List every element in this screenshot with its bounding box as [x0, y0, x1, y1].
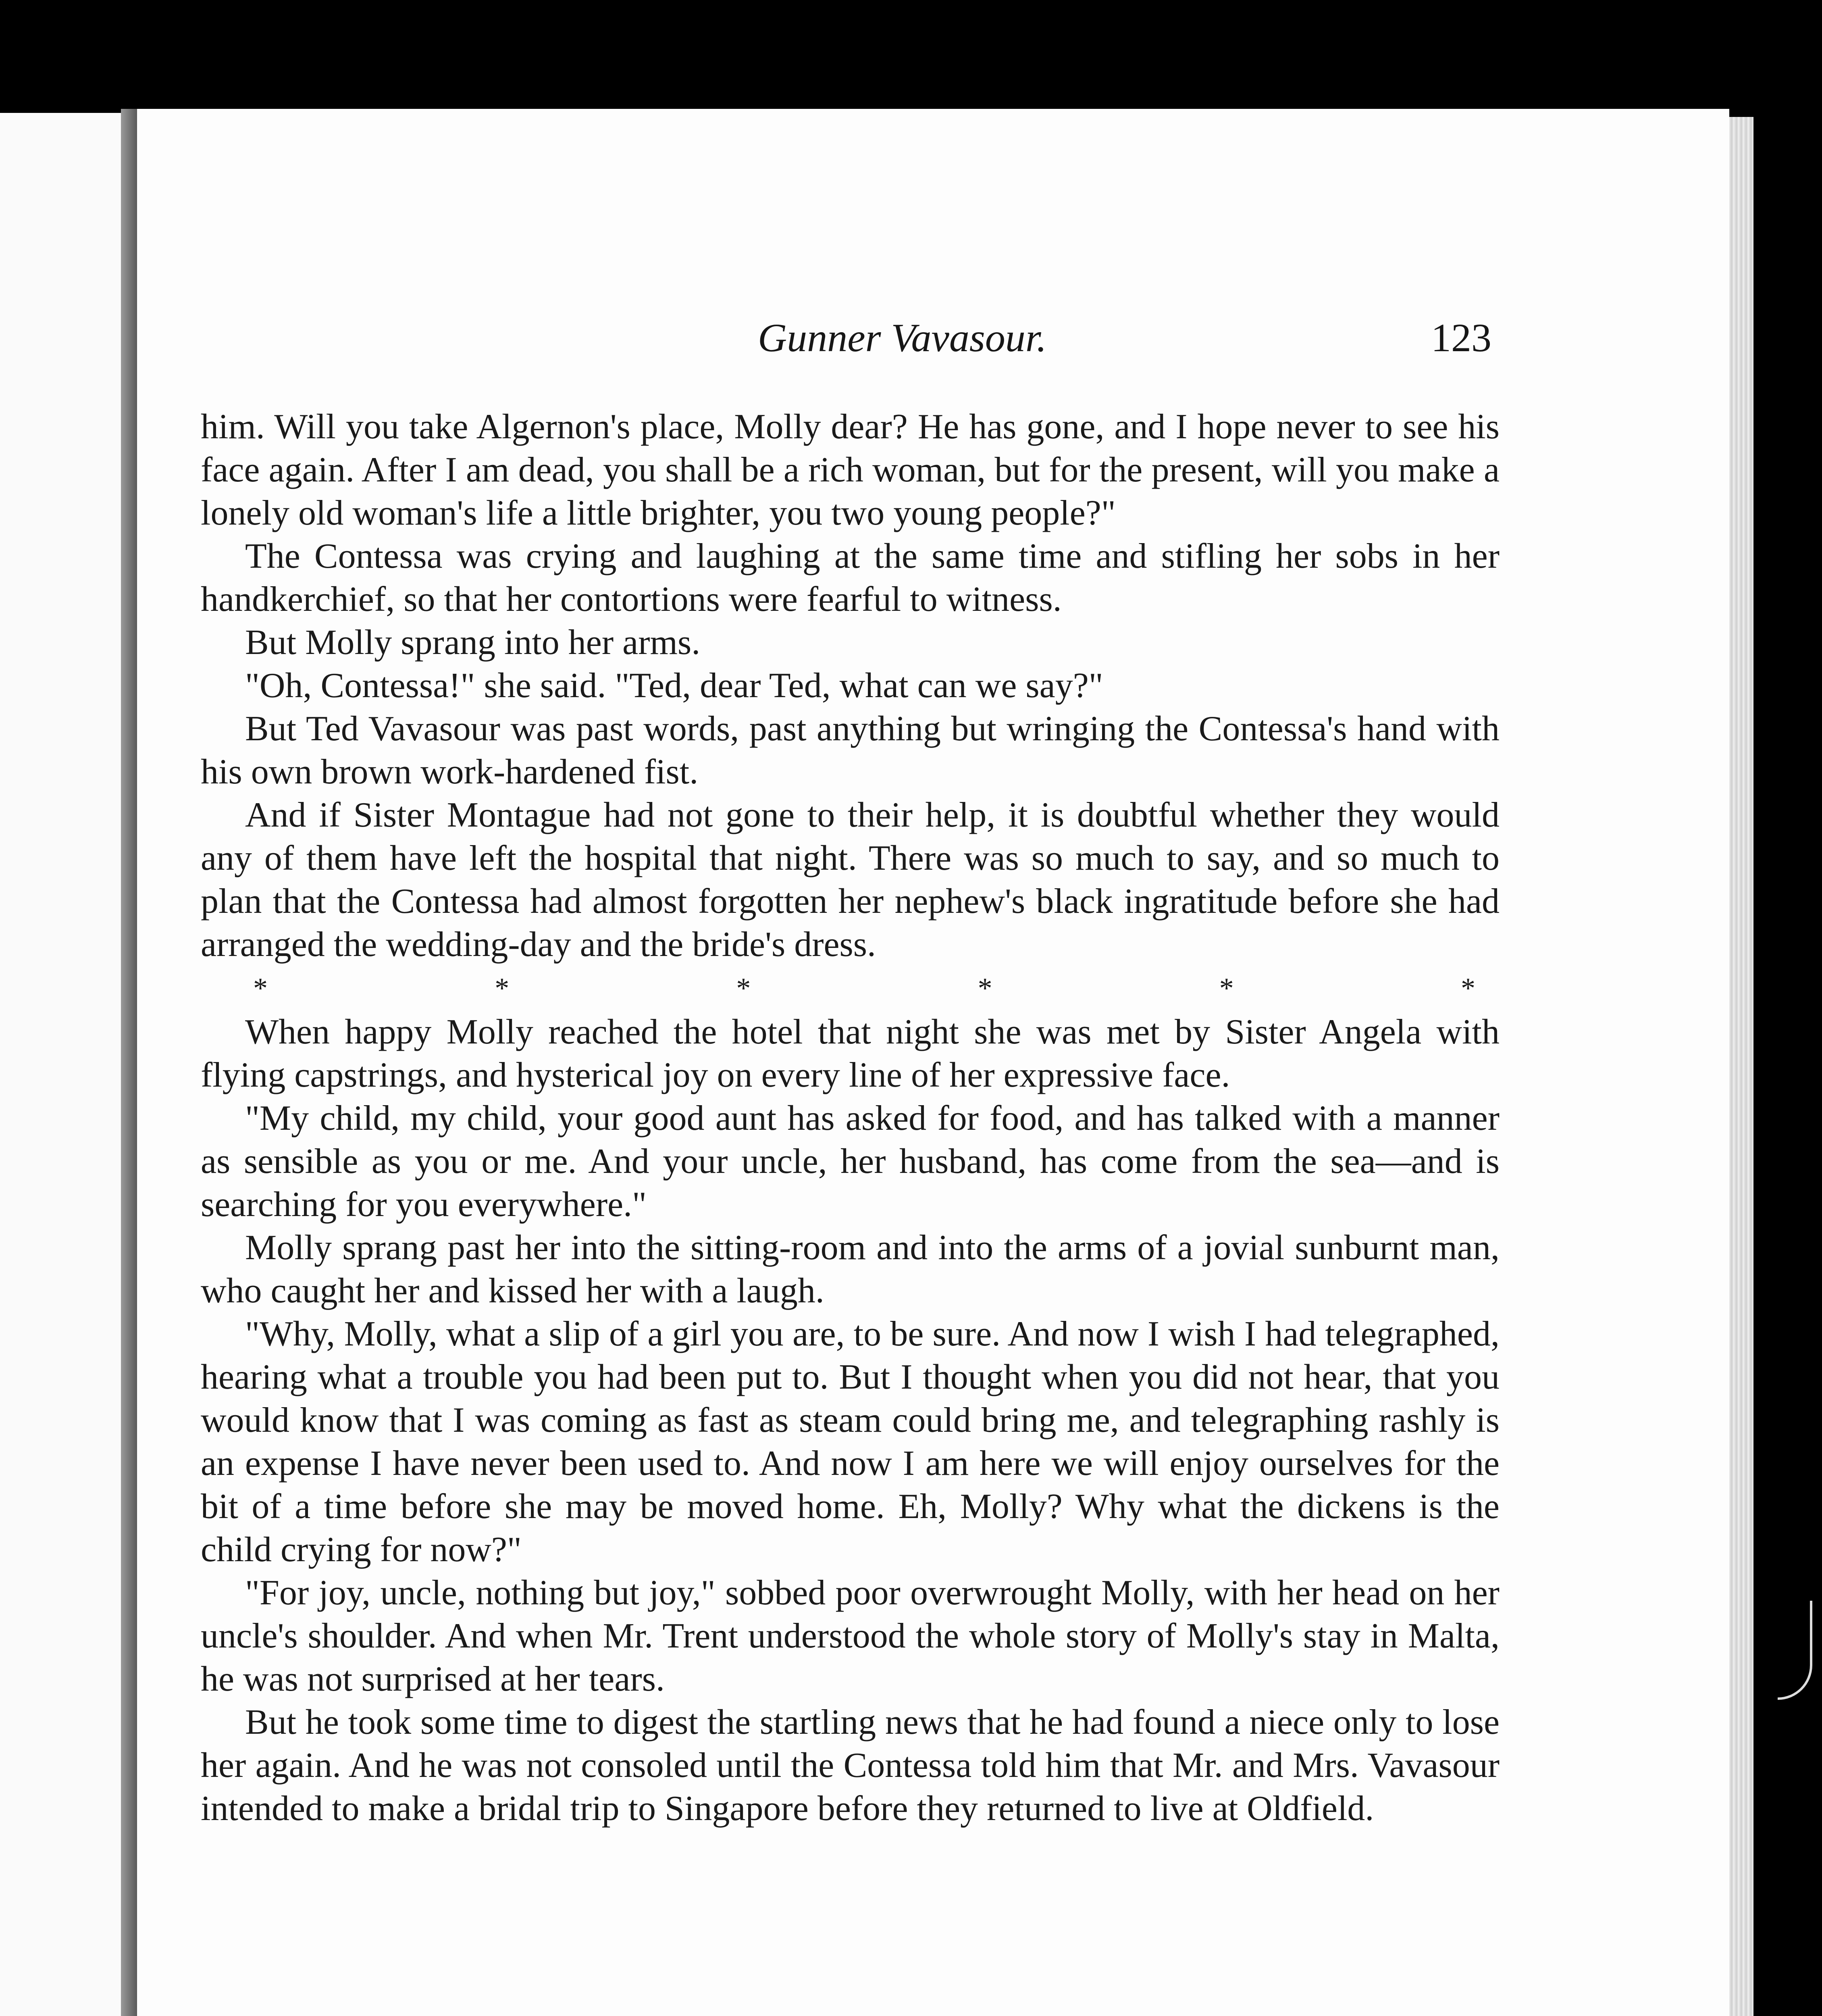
paragraph: Molly sprang past her into the sitting-room and into the arms of a jovial sunburnt man, who caught her and kissed her with a laugh.	[201, 1228, 1500, 1310]
separator-asterisk: *	[495, 972, 510, 1004]
separator-asterisk: *	[253, 972, 268, 1004]
paragraph: him. Will you take Algernon's place, Molly dear? He has gone, and I hope never to see his face again. After I am dead, you shall be a rich woman, but for the present, will you make a lonely old woman's life a little brighter, you two young people?"	[201, 407, 1500, 533]
left-page-edge	[0, 113, 121, 2016]
body-text	[201, 405, 1500, 1830]
paragraph: The Contessa was crying and laughing at the same time and stifling her sobs in her handkerchief, so that her contortions were fearful to witness.	[201, 537, 1500, 619]
running-title: Gunner Vavasour.	[758, 315, 1047, 360]
paragraph: But Ted Vavasour was past words, past anything but wringing the Contessa's hand with his own brown work-hardened fist.	[201, 709, 1500, 791]
page-curl-mark	[1778, 1601, 1812, 1700]
paragraph: But Molly sprang into her arms.	[245, 623, 701, 662]
paragraph: When happy Molly reached the hotel that night she was met by Sister Angela with flying capstrings, and hysterical joy on every line of her expressive face.	[201, 1012, 1500, 1095]
separator-asterisk: *	[1219, 972, 1234, 1004]
paragraph: "Why, Molly, what a slip of a girl you are, to be sure. And now I wish I had telegraphed, hearing what a trouble you had been put to. But I thought when you did not hear, that you would know that I was coming as fast as steam could bring me, and telegraphing rashly is an expense I have never been used to. And now I am here we will enjoy ourselves for the bit of a time before she may be moved home. Eh, Molly? Why what the dickens is the child crying for now?"	[201, 1314, 1500, 1569]
section-separator	[201, 966, 1500, 1010]
separator-asterisk: *	[1460, 972, 1475, 1004]
paragraph: But he took some time to digest the startling news that he had found a niece only to lose her again. And he was not consoled until the Contessa told him that Mr. and Mrs. Vavasour intended to make a bridal trip to Singapore before they returned to live at Oldfield.	[201, 1703, 1500, 1828]
separator-asterisk: *	[736, 972, 751, 1004]
page-stack-edge	[1729, 117, 1753, 2016]
paragraph: And if Sister Montague had not gone to their help, it is doubtful whether they would any of them have left the hospital that night. There was so much to say, and so much to plan that the Contessa had almost forgotten her nephew's black ingratitude before she had arranged the wedding-day and the bride's dress.	[201, 796, 1500, 964]
running-head	[137, 314, 1729, 379]
page-number: 123	[1431, 315, 1491, 360]
paragraph: "Oh, Contessa!" she said. "Ted, dear Ted, what can we say?"	[245, 666, 1103, 705]
paragraph: "My child, my child, your good aunt has asked for food, and has talked with a manner as sensible as you or me. And your uncle, her husband, has come from the sea—and is searching for you everywhere."	[201, 1099, 1500, 1224]
book-gutter	[121, 109, 137, 2016]
paragraph: "For joy, uncle, nothing but joy," sobbed poor overwrought Molly, with her head on her uncle's shoulder. And when Mr. Trent understood the whole story of Molly's stay in Malta, he was not surprised at her tears.	[201, 1573, 1500, 1699]
separator-asterisk: *	[978, 972, 992, 1004]
